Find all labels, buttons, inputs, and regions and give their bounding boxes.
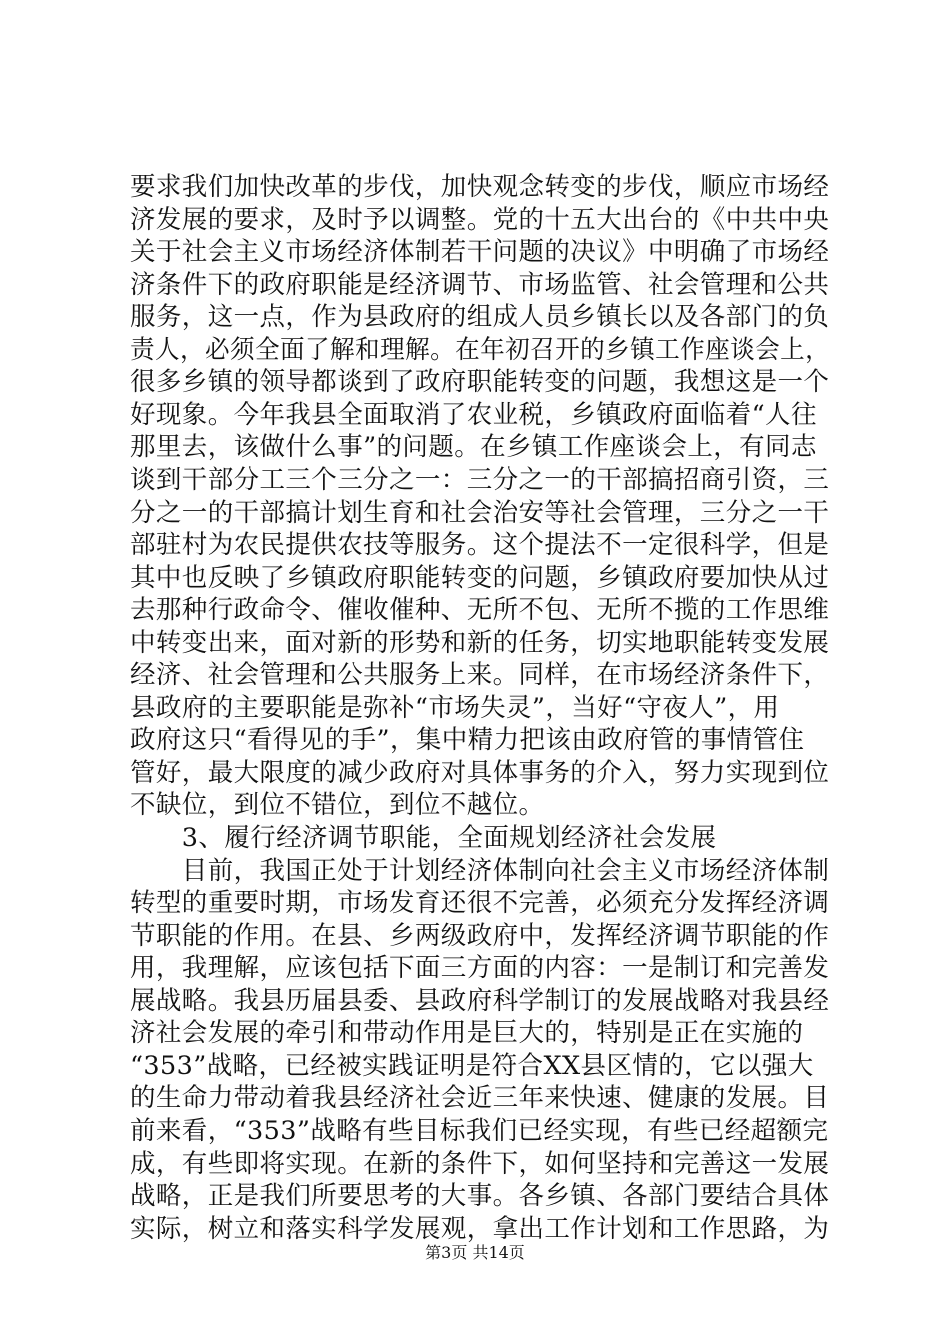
text-line: 其中也反映了乡镇政府职能转变的问题，乡镇政府要加快从过 — [130, 562, 830, 593]
text-line: 节职能的作用。在县、乡两级政府中，发挥经济调节职能的作 — [130, 920, 830, 951]
text-line: 服务，这一点，作为县政府的组成人员乡镇长以及各部门的负 — [130, 302, 830, 333]
text-line: 责人，必须全面了解和理解。在年初召开的乡镇工作座谈会上， — [130, 334, 831, 365]
text-line: 不缺位，到位不错位，到位不越位。 — [130, 790, 545, 821]
text-line: 很多乡镇的领导都谈到了政府职能转变的问题，我想这是一个 — [130, 367, 830, 398]
text-line: “353”战略，已经被实践证明是符合XX县区情的，它以强大 — [130, 1050, 814, 1081]
text-line: 用，我理解，应该包括下面三方面的内容：一是制订和完善发 — [130, 953, 830, 984]
text-line: 那里去，该做什么事”的问题。在乡镇工作座谈会上，有同志 — [130, 432, 817, 463]
text-line: 实际，树立和落实科学发展观，拿出工作计划和工作思路，为 — [130, 1213, 830, 1244]
text-line: 目前，我国正处于计划经济体制向社会主义市场经济体制 — [130, 855, 830, 886]
text-line: 济条件下的政府职能是经济调节、市场监管、社会管理和公共 — [130, 269, 830, 300]
text-line: 要求我们加快改革的步伐，加快观念转变的步伐，顺应市场经 — [130, 172, 830, 202]
text-line: 谈到干部分工三个三分之一：三分之一的干部搞招商引资，三 — [130, 464, 830, 495]
text-line: 战略，正是我们所要思考的大事。各乡镇、各部门要结合具体 — [130, 1181, 830, 1212]
text-line: 分之一的干部搞计划生育和社会治安等社会管理，三分之一干 — [130, 497, 830, 528]
text-line: 政府这只“看得见的手”，集中精力把该由政府管的事情管住 — [130, 725, 805, 756]
text-line: 前来看，“353”战略有些目标我们已经实现，有些已经超额完 — [130, 1115, 829, 1146]
text-line: 中转变出来，面对新的形势和新的任务，切实地职能转变发展 — [130, 627, 830, 658]
page-footer: 第3页 共14页 — [425, 1243, 525, 1262]
text-line: 成，有些即将实现。在新的条件下，如何坚持和完善这一发展 — [130, 1148, 830, 1179]
text-line: 好现象。今年我县全面取消了农业税，乡镇政府面临着“人往 — [130, 399, 817, 430]
text-line: 管好，最大限度的减少政府对具体事务的介入，努力实现到位 — [130, 757, 830, 788]
text-line: 展战略。我县历届县委、县政府科学制订的发展战略对我县经 — [130, 985, 830, 1016]
text-line: 3、履行经济调节职能，全面规划经济社会发展 — [130, 823, 717, 853]
text-line: 关于社会主义市场经济体制若干问题的决议》中明确了市场经 — [130, 237, 830, 268]
text-line: 经济、社会管理和公共服务上来。同样，在市场经济条件下， — [130, 660, 830, 691]
text-line: 部驻村为农民提供农技等服务。这个提法不一定很科学，但是 — [130, 530, 830, 561]
text-line: 济发展的要求，及时予以调整。党的十五大出台的《中共中央 — [130, 204, 830, 235]
text-line: 去那种行政命令、催收催种、无所不包、无所不揽的工作思维 — [130, 595, 830, 626]
text-line: 转型的重要时期，市场发育还很不完善，必须充分发挥经济调 — [130, 888, 830, 919]
text-line: 的生命力带动着我县经济社会近三年来快速、健康的发展。目 — [130, 1083, 830, 1114]
text-line: 济社会发展的牵引和带动作用是巨大的，特别是正在实施的 — [130, 1018, 804, 1049]
text-line: 县政府的主要职能是弥补“市场失灵”，当好“守夜人”，用 — [130, 692, 780, 723]
